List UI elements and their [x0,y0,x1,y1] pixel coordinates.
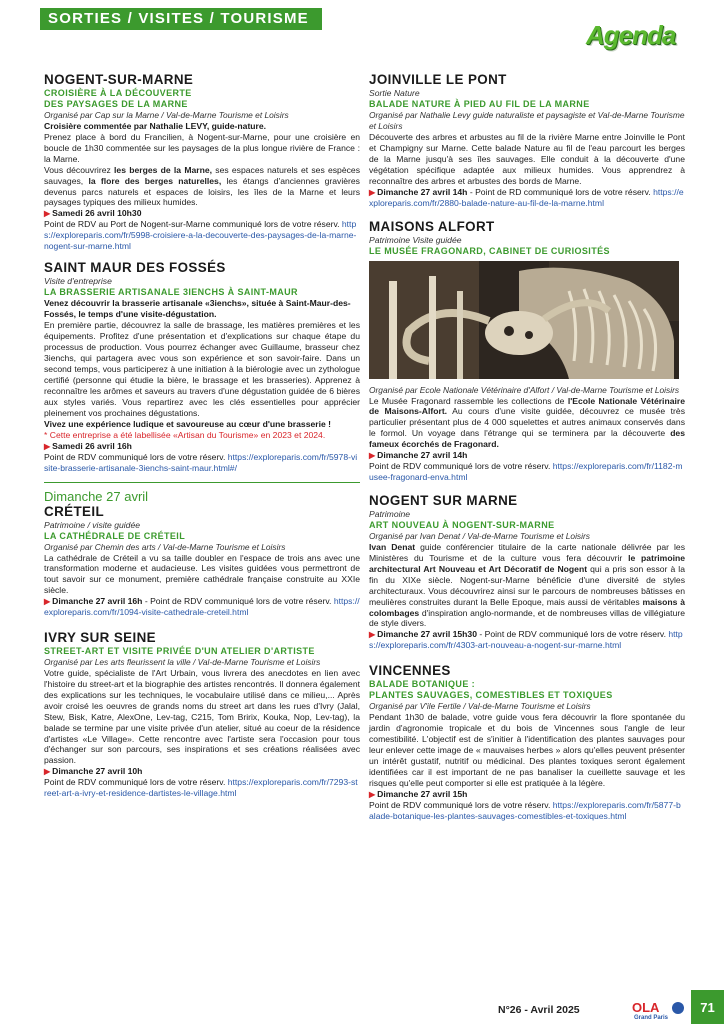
event-title: BALADE BOTANIQUE : [369,679,476,690]
event-organizer: Organisé par Ivan Denat / Val-de-Marne Tourisme et Loisirs [369,531,590,542]
triangle-bullet-icon: ▶ [369,630,376,640]
event-lead-2: Vivez une expérience ludique et savoureuse au cœur d'une brasserie ! [44,418,332,429]
event-title: CROISIÈRE À LA DÉCOUVERTE [44,88,192,98]
event-nogent-art-nouveau [369,493,685,651]
event-organizer: Organisé par V'ile Fertile / Val-de-Marne Tourisme et Loisirs [369,701,591,712]
left-column [44,72,360,807]
event-lead: Venez découvrir la brasserie artisanale «3ienchs», située à Saint-Maur-des-Fossés, le temps d'une visite-dégustation. [44,298,351,320]
event-type: Patrimoine Visite guidée [369,234,462,245]
booking-link[interactable]: https://exploreparis.com/fr/5998-croisiere-a-la-decouverte-des-paysages-de-la-marne-nogent-sur-marne.html [44,219,357,252]
event-title: LA BRASSERIE ARTISANALE 3IENCHS À SAINT-MAUR [44,287,298,298]
date-heading: Dimanche 27 avril [44,488,149,504]
event-date: ▶ Dimanche 27 avril 15h [369,788,468,799]
event-rdv: Point de RDV au Port de Nogent-sur-Marne communiqué lors de votre réserv. https://exploreparis.com/fr/5998-croisiere-a-la-decouverte-des-paysages-de-la-marne-nogent-sur-marne.html [44,219,357,252]
event-description: Ivan Denat guide conférencier titulaire de la carte nationale délivrée par les Ministères du Tourisme et de la culture vous fera découvrir le patrimoine architectural Art Nouveau et Art Décoratif de Nogent qui a pris son essor à la fin du XIXe siècle. Nogent-sur-Marne bénéficie d'une diversité de styles architecturaux. Vous découvrirez ainsi sur le parcours de nombreuses bâtisses en meulières construites durant la Belle Epoque, mais aussi de véritables maisons à colombages d'inspiration anglo-normande, et de nombreuses villas de villégiature de style divers. [369,542,685,629]
event-city: NOGENT-SUR-MARNE [44,72,194,87]
event-title: ART NOUVEAU À NOGENT-SUR-MARNE [369,520,555,531]
triangle-bullet-icon: ▶ [369,451,376,461]
booking-link[interactable]: https://exploreparis.com/fr/1094-visite-cathedrale-creteil.html [44,596,360,618]
event-saint-maur-brasserie [44,260,360,473]
event-title-line2: PLANTES SAUVAGES, COMESTIBLES ET TOXIQUES [369,690,613,701]
event-city: SAINT MAUR DES FOSSÉS [44,260,226,276]
event-description: En première partie, découvrez la salle de brassage, les matières premières et les équipements. Profitez d'une présentation et d'explications sur chaque étape du processus de production. Vous pourrez échanger avec Guillaume, brasseur chez 3ienchs, qui partagera avec vous son expérience et son savoir-faire. Dans un second temps, vous participerez à une initiation à la biérologie avec un zythologue certifié (personne qui étudie la bière, le brassage et les brasseries). Apprenez à reconnaître les arômes et saveurs au travers d'une dégustation guidée de 6 bières aux styles variés. Vous repartirez avec les clés essentielles pour apprécier pleinement vos prochaines dégustations. [44,320,360,418]
booking-link[interactable]: https://exploreparis.com/fr/2880-balade-nature-au-fil-de-la-marne.html [369,186,684,208]
event-description: Découverte des arbres et arbustes au fil de la rivière Marne entre Joinville le Pont et Champigny sur Marne. Cette balade Nature au fil de l'eau parcourt les berges de la Marne jusqu'à ses îles sauvages. Elle conduit à la découverte d'une végétation spécifique adaptée aux milieux humides. Vous apprendrez à reconnaître des arbres et arbustes des bords de Marne. [369,132,685,186]
event-city: IVRY SUR SEINE [44,630,157,646]
ola-grand-paris-logo [630,1000,686,1020]
event-date: ▶ Samedi 26 avril 16h [44,440,132,451]
event-type: Patrimoine / visite guidée [44,519,141,530]
page-number: 71 [691,990,724,1024]
event-title: STREET-ART ET VISITE PRIVÉE D'UN ATELIER D'ARTISTE [44,646,315,657]
event-type: Sortie Nature [369,88,420,98]
event-nogent-croisiere [44,72,360,252]
event-description: La cathédrale de Créteil a vu sa taille doubler en l'espace de trois ans avec une transformation moderne et audacieuse. Les visites guidées vous permettront de tout savoir sur ce monument, première cathédrale française construite au XXIe siècle. [44,552,360,596]
event-lead: Croisière commentée par Nathalie LEVY, guide-nature. [44,121,267,131]
event-rdv: Point de RDV communiqué lors de votre réserv. https://exploreparis.com/fr/5978-visite-brasserie-artisanale-3ienchs-saint-maur.html#/ [44,451,358,473]
event-city: CRÉTEIL [44,503,105,519]
event-city: JOINVILLE LE PONT [369,72,507,87]
event-organizer: Organisé par Ecole Nationale Vétérinaire d'Alfort / Val-de-Marne Tourisme et Loisirs [369,384,680,395]
event-joinville-balade [369,72,685,209]
event-organizer: Organisé par Cap sur la Marne / Val-de-Marne Tourisme et Loisirs [44,110,289,120]
event-rdv: ▶ Dimanche 27 avril 15h30 - Point de RDV communiqué lors de votre réserv. https://exploreparis.com/fr/4303-art-nouveau-a-nogent-sur-marne.html [369,629,683,651]
triangle-bullet-icon: ▶ [369,789,376,799]
event-city: MAISONS ALFORT [369,218,495,234]
event-description: Le Musée Fragonard rassemble les collections de l'Ecole Nationale Vétérinaire de Maisons-Alfort. Au cours d'une visite guidée, découvrez ce musée très particulier présentant plus de 4 000 squelettes et autres animaux conservés dans le formol. Un voyage dans l'étrange qui se terminera par la découverte des fameux écorchés de Fragonard. [369,395,685,450]
event-maisons-alfort-fragonard [369,219,685,484]
event-rdv: Point de RDV communiqué lors de votre réserv. https://exploreparis.com/fr/5877-balade-botanique-les-plantes-sauvages-comestibles-et-toxiques.html [369,799,681,821]
issue-label: N°26 - Avril 2025 [498,1004,580,1016]
event-title: LA CATHÉDRALE DE CRÉTEIL [44,530,186,541]
event-date: ▶ Samedi 26 avril 10h30 [44,208,142,219]
event-description: Votre guide, spécialiste de l'Art Urbain, vous livrera des anecdotes en lien avec l'histoire du street-art et la biographie des artistes rencontrés. Il donnera également des explications sur les techniques, le vocabulaire utilisé dans ce milieu,... Après avoir croisé les oeuvres de grands noms du street art dans les rues d'Ivry (Jalal, Stew, Bisk, Katre, AlexOne, Lev-tag, C215, Tom Bririx, Kouka, Nop, Lev-tag), la balade se termine par une visite privée d'un atelier, situé au coeur de la résidence d'artistes «Le Village». Cette rencontre avec l'artiste sera l'occasion pour tous d'échanger sur son parcours, ses inspirations et ses créations réalisées avec passion. [44,668,360,766]
section-divider [44,482,360,483]
booking-link[interactable]: https://exploreparis.com/fr/1182-musee-fragonard-enva.html [369,461,683,483]
svg-text:OLA: OLA [632,1000,660,1015]
event-title-line2: DES PAYSAGES DE LA MARNE [44,99,188,109]
event-organizer: Organisé par Les arts fleurissent la ville / Val-de-Marne Tourisme et Loisirs [44,657,321,668]
triangle-bullet-icon: ▶ [44,767,51,777]
booking-link[interactable]: https://exploreparis.com/fr/5978-visite-brasserie-artisanale-3ienchs-saint-maur.html#/ [44,451,358,473]
event-description: Prenez place à bord du Francilien, à Nogent-sur-Marne, pour une croisière en boucle de 1h30 commentée sur les paysages de la plus longue rivière de France : la Marne. [44,132,360,164]
event-label-note: * Cette entreprise a été labellisée «Artisan du Tourisme» en 2023 et 2024. [44,429,326,440]
event-description-2: Vous découvrirez les berges de la Marne, ses espaces naturels et ses espèces sauvages, la flore des berges naturelles, les étangs d'anciennes gravières devenus parcs naturels et espaces de loisirs, les îles de la Marne et leurs paysages typiques des milieux humides. [44,164,360,208]
agenda-logo-text: Agenda [586,20,676,50]
event-organizer: Organisé par Chemin des arts / Val-de-Marne Tourisme et Loisirs [44,541,286,552]
event-date: ▶ Dimanche 27 avril 10h [44,766,143,777]
event-city: NOGENT SUR MARNE [369,493,518,509]
event-organizer: Organisé par Nathalie Levy guide naturaliste et paysagiste et Val-de-Marne Tourisme et Loisirs [369,110,685,131]
event-rdv: ▶ Dimanche 27 avril 14h - Point de RD communiqué lors de votre réserv. https://exploreparis.com/fr/2880-balade-nature-au-fil-de-la-marne.html [369,186,684,208]
triangle-bullet-icon: ▶ [44,597,51,607]
booking-link[interactable]: https://exploreparis.com/fr/7293-street-art-a-ivry-et-residence-dartistes-le-village.html [44,777,358,799]
booking-link[interactable]: https://exploreparis.com/fr/4303-art-nouveau-a-nogent-sur-marne.html [369,629,683,651]
event-rdv: Point de RDV communiqué lors de votre réserv. https://exploreparis.com/fr/1182-musee-fragonard-enva.html [369,461,683,483]
event-title: BALADE NATURE À PIED AU FIL DE LA MARNE [369,99,590,109]
event-vincennes-balade-botanique [369,663,685,821]
event-date: ▶ Dimanche 27 avril 14h [369,450,468,461]
triangle-bullet-icon: ▶ [369,187,376,197]
event-type: Patrimoine [369,509,411,520]
event-type: Visite d'entreprise [44,276,112,287]
event-creteil-cathedrale [44,489,360,619]
booking-link[interactable]: https://exploreparis.com/fr/5877-balade-botanique-les-plantes-sauvages-comestibles-et-toxiques.html [369,799,681,821]
event-title: LE MUSÉE FRAGONARD, CABINET DE CURIOSITÉS [369,245,610,256]
agenda-logo [586,20,690,56]
event-city: VINCENNES [369,663,451,679]
museum-skeleton-photo [369,261,679,379]
right-column [369,72,685,830]
event-description: Pendant 1h30 de balade, votre guide vous fera découvrir la flore spontanée du jardin d'agronomie tropicale et du bois de Vincennes sous l'angle de leur comestibilité. L'objectif est de s'initier à l'identification des plantes sauvages pour leur enlever cette image de « mauvaises herbes » alors qu'elles peuvent présenter un intérêt gustatif, nutritif ou médicinal. Des plantes toxiques seront également identifiées car il est important de ne pas banaliser la cueillette sauvage et les risques qu'elle peut comporter si elle est pratiquée à la légère. [369,712,685,788]
event-rdv: Point de RDV communiqué lors de votre réserv. https://exploreparis.com/fr/7293-street-art-a-ivry-et-residence-dartistes-le-village.html [44,777,358,799]
triangle-bullet-icon: ▶ [44,209,51,219]
event-rdv: ▶ Dimanche 27 avril 16h - Point de RDV communiqué lors de votre réserv. https://exploreparis.com/fr/1094-visite-cathedrale-creteil.html [44,596,360,618]
event-ivry-street-art [44,630,360,799]
section-banner: SORTIES / VISITES / TOURISME [40,8,322,30]
triangle-bullet-icon: ▶ [44,441,51,451]
svg-text:Grand Paris: Grand Paris [634,1015,669,1020]
